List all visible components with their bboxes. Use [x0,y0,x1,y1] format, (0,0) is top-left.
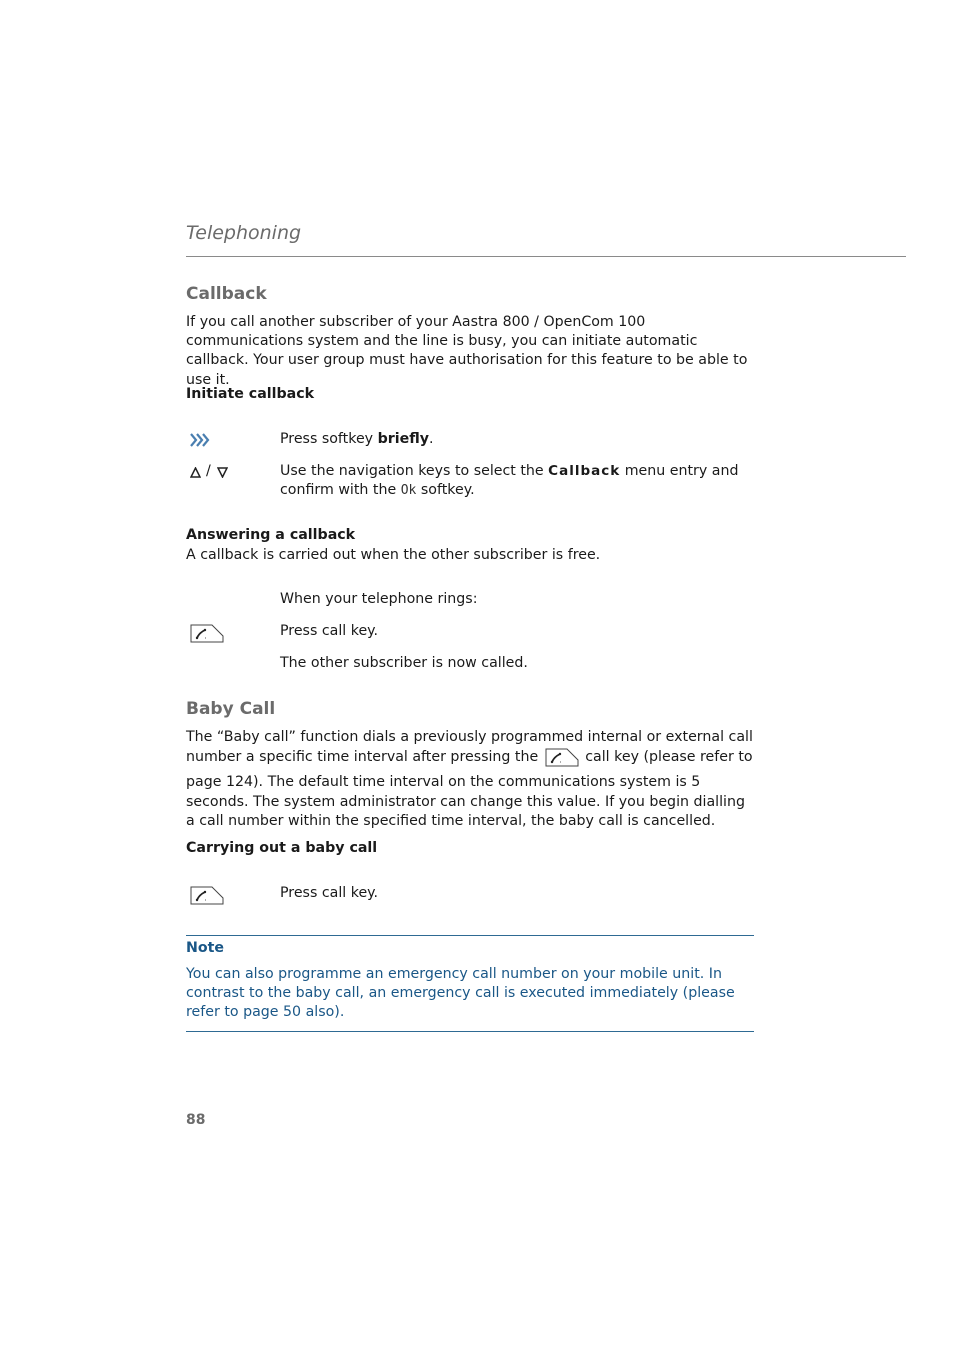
call-key-icon [190,623,224,647]
press-call-key-text: Press call key. [280,623,379,639]
baby-call-intro-part1: The “Baby call” function dials a previously programmed internal or external call number a specific time interval after pressing the [186,729,753,766]
baby-call-intro [186,728,756,831]
nav-separator: / [206,463,211,479]
answering-callback-text: A callback is carried out when the other subscriber is free. [186,547,601,563]
baby-call-intro-part2: call key (please refer to page 124). The default time interval on the communications system is 5 seconds. The system administrator can change this value. If you begin dialling a call number within the specified time interval, the baby call is cancelled. [186,749,753,829]
step2-mid: menu entry and confirm with the [280,463,739,499]
running-title: Telephoning [186,222,302,244]
step-navigate-select [280,462,760,500]
header-rule [186,256,906,257]
step2-post: softkey. [416,482,475,499]
step-press-softkey [280,430,760,449]
initiate-callback-heading: Initiate callback [186,386,315,402]
nav-up-icon [190,466,201,482]
callback-menu-entry: Callback [548,463,621,479]
inline-call-key-icon [545,747,579,773]
when-rings-text: When your telephone rings: [280,591,478,607]
note-title: Note [186,940,225,956]
subscriber-called-text: The other subscriber is now called. [280,655,528,671]
step1-bold: briefly [377,431,429,447]
baby-press-call-key-text: Press call key. [280,885,379,901]
page-number: 88 [186,1112,206,1128]
callback-intro: If you call another subscriber of your Aastra 800 / OpenCom 100 communications system and the line is busy, you can initiate automatic callback. Your user group must have authorisation for this feature to be able to use it. [186,314,748,388]
menu-softkey-icon [190,432,212,452]
step1-post: . [428,431,434,447]
step1-pre: Press softkey [280,431,378,447]
note-text: You can also programme an emergency call number on your mobile unit. In contrast to the baby call, an emergency call is executed immediately (please refer to page 50 also). [186,966,735,1021]
note-top-rule [186,935,754,936]
ok-softkey-label: Ok [400,483,417,499]
carrying-baby-call-heading: Carrying out a baby call [186,840,378,856]
nav-down-icon [217,466,228,482]
answering-callback-heading: Answering a callback [186,527,356,543]
step2-pre: Use the navigation keys to select the [280,463,549,479]
call-key-icon-2 [190,885,224,909]
baby-call-heading: Baby Call [186,699,276,719]
note-bottom-rule [186,1031,754,1032]
callback-heading: Callback [186,284,267,304]
